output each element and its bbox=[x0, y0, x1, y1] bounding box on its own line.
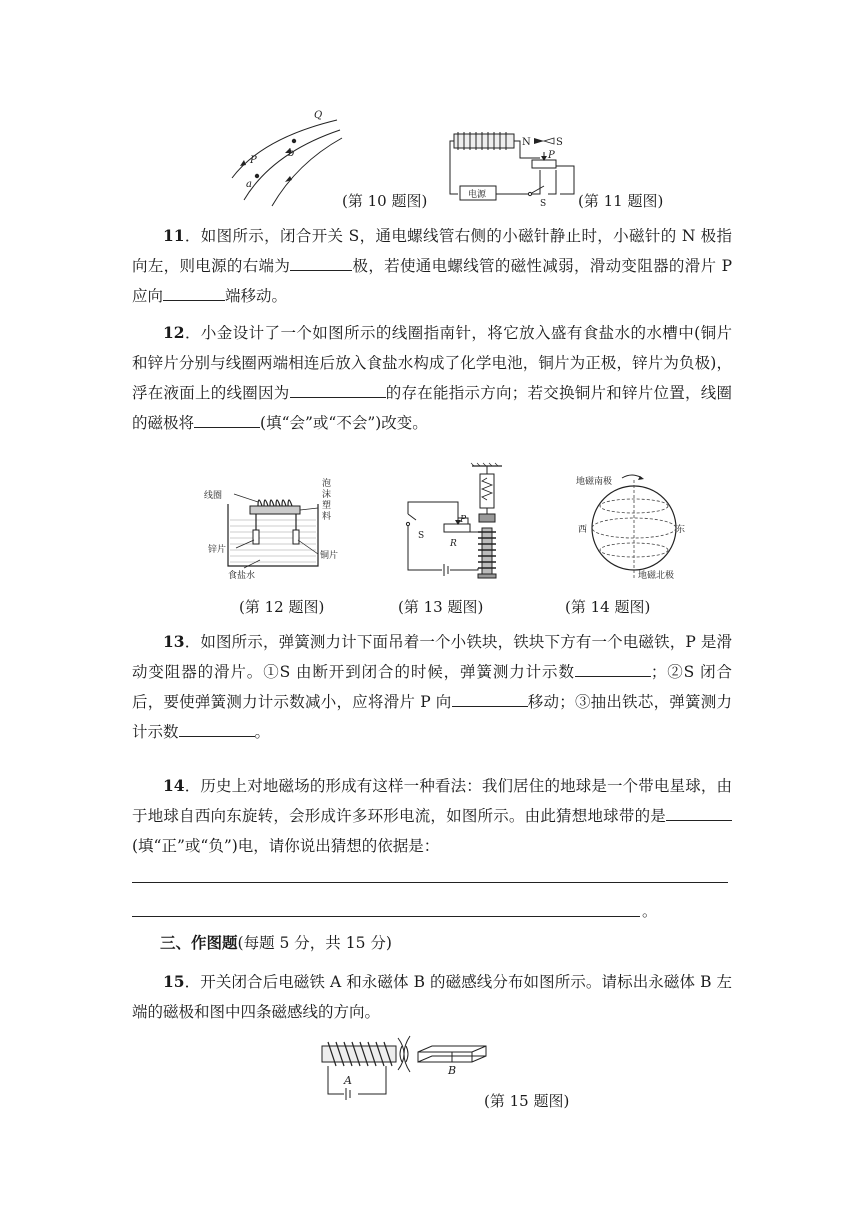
question-11 bbox=[132, 221, 732, 311]
figure-14-diagram bbox=[572, 470, 704, 582]
fig11-label-s-needle: S bbox=[556, 137, 563, 148]
fig11-label-power: 电源 bbox=[468, 190, 487, 200]
figure-13-diagram bbox=[402, 462, 510, 582]
fig14-label-west: 西 bbox=[578, 525, 588, 535]
section-3-title: 三、作图题 bbox=[160, 933, 238, 952]
fig11-label-p: P bbox=[548, 150, 555, 161]
answer-blank-11a[interactable] bbox=[290, 254, 352, 271]
figure-12-caption: (第 12 题图) bbox=[239, 598, 325, 616]
question-14-text-2: (填“正”或“负”)电，请你说出猜想的依据是： bbox=[132, 837, 440, 855]
answer-blank-11b[interactable] bbox=[163, 284, 225, 301]
answer-line-end-mark: 。 bbox=[642, 902, 658, 920]
question-11-number: 11 bbox=[163, 226, 185, 245]
section-3-header bbox=[160, 931, 392, 953]
figure-11-diagram bbox=[448, 128, 580, 210]
figure-10-diagram bbox=[222, 108, 347, 208]
fig10-label-a: a bbox=[246, 179, 252, 190]
fig11-label-n: N bbox=[522, 137, 531, 148]
fig14-label-south-pole: 地磁南极 bbox=[576, 477, 613, 487]
fig11-label-switch: S bbox=[540, 199, 547, 209]
answer-line-14b[interactable] bbox=[132, 882, 728, 883]
figure-12-diagram bbox=[200, 470, 350, 582]
fig12-label-saltwater: 食盐水 bbox=[228, 571, 256, 581]
fig12-label-foam: 泡沫塑料 bbox=[322, 479, 332, 522]
question-13-text-1: ．如图所示，弹簧测力计下面吊着一个小铁块，铁块下方有一个电磁铁，P 是滑动变阻器的滑片。①S 由断开到闭合的时候，弹簧测力计示数 bbox=[132, 633, 732, 681]
figure-11-caption: (第 11 题图) bbox=[578, 192, 664, 210]
question-14-text-1: ．历史上对地磁场的形成有这样一种看法：我们居住的地球是一个带电星球，由于地球自西向东旋转，会形成许多环形电流，如图所示。由此猜想地球带的是 bbox=[132, 777, 732, 825]
question-15 bbox=[132, 967, 732, 1027]
question-11-text-1: ．如图所示，闭合开关 S，通电螺线管右侧的小磁针静止时，小磁针的 N 极指向左，则电源的右端为 bbox=[132, 227, 732, 275]
figure-15-diagram bbox=[314, 1034, 504, 1110]
answer-blank-13c[interactable] bbox=[179, 720, 255, 737]
question-14 bbox=[132, 771, 732, 861]
question-11-text-3: 端移动。 bbox=[225, 287, 288, 305]
section-3-note: (每题 5 分，共 15 分) bbox=[237, 934, 392, 952]
fig12-label-copper: 铜片 bbox=[320, 551, 339, 561]
question-14-number: 14 bbox=[163, 776, 185, 795]
fig14-label-east: 东 bbox=[676, 525, 686, 535]
question-12-text-3: (填“会”或“不会”)改变。 bbox=[260, 414, 428, 432]
question-13-text-3: 移动；③抽出铁芯，弹簧测力计示数 bbox=[132, 693, 732, 741]
question-12-text-1: ．小金设计了一个如图所示的线圈指南针，将它放入盛有食盐水的水槽中(铜片和锌片分别与线圈两端相连后放入食盐水构成了化学电池，铜片为正极，锌片为负极)，浮在液面上的线圈因为 bbox=[132, 324, 732, 402]
figure-15-caption: (第 15 题图) bbox=[484, 1092, 570, 1110]
fig13-label-switch: S bbox=[418, 531, 425, 541]
question-12-text-2: 的存在能指示方向；若交换铜片和锌片位置，线圈的磁极将 bbox=[132, 384, 732, 432]
fig10-label-b: b bbox=[288, 148, 295, 159]
fig10-label-p: P bbox=[250, 155, 257, 166]
question-15-text: ．开关闭合后电磁铁 A 和永磁体 B 的磁感线分布如图所示。请标出永磁体 B 左端的磁极和图中四条磁感线的方向。 bbox=[132, 973, 732, 1021]
fig15-label-b: B bbox=[448, 1064, 457, 1077]
question-13-text-2: ；②S 闭合后，要使弹簧测力计示数减小，应将滑片 P 向 bbox=[132, 663, 732, 711]
answer-blank-12b[interactable] bbox=[194, 411, 260, 428]
question-15-number: 15 bbox=[163, 972, 185, 991]
fig12-label-coil: 线圈 bbox=[204, 491, 223, 501]
fig14-label-north-pole: 地磁北极 bbox=[638, 571, 675, 581]
fig15-label-a: A bbox=[344, 1074, 352, 1087]
figure-13-caption: (第 13 题图) bbox=[398, 598, 484, 616]
question-11-text-2: 极，若使通电螺线管的磁性减弱，滑动变阻器的滑片 P 应向 bbox=[132, 257, 732, 305]
answer-blank-14a[interactable] bbox=[666, 804, 732, 821]
answer-blank-13a[interactable] bbox=[575, 660, 651, 677]
question-13 bbox=[132, 627, 732, 747]
question-13-number: 13 bbox=[163, 632, 185, 651]
answer-line-14c[interactable] bbox=[132, 916, 640, 917]
fig13-label-p: P bbox=[460, 515, 467, 525]
figure-10-caption: (第 10 题图) bbox=[342, 192, 428, 210]
fig12-label-zinc: 锌片 bbox=[208, 545, 227, 555]
question-13-text-4: 。 bbox=[254, 723, 271, 741]
question-12 bbox=[132, 318, 732, 438]
question-12-number: 12 bbox=[163, 323, 185, 342]
answer-blank-12a[interactable] bbox=[290, 381, 386, 398]
figure-14-caption: (第 14 题图) bbox=[565, 598, 651, 616]
fig10-label-q: Q bbox=[314, 110, 323, 121]
answer-blank-13b[interactable] bbox=[452, 690, 528, 707]
fig13-label-r: R bbox=[450, 539, 457, 549]
